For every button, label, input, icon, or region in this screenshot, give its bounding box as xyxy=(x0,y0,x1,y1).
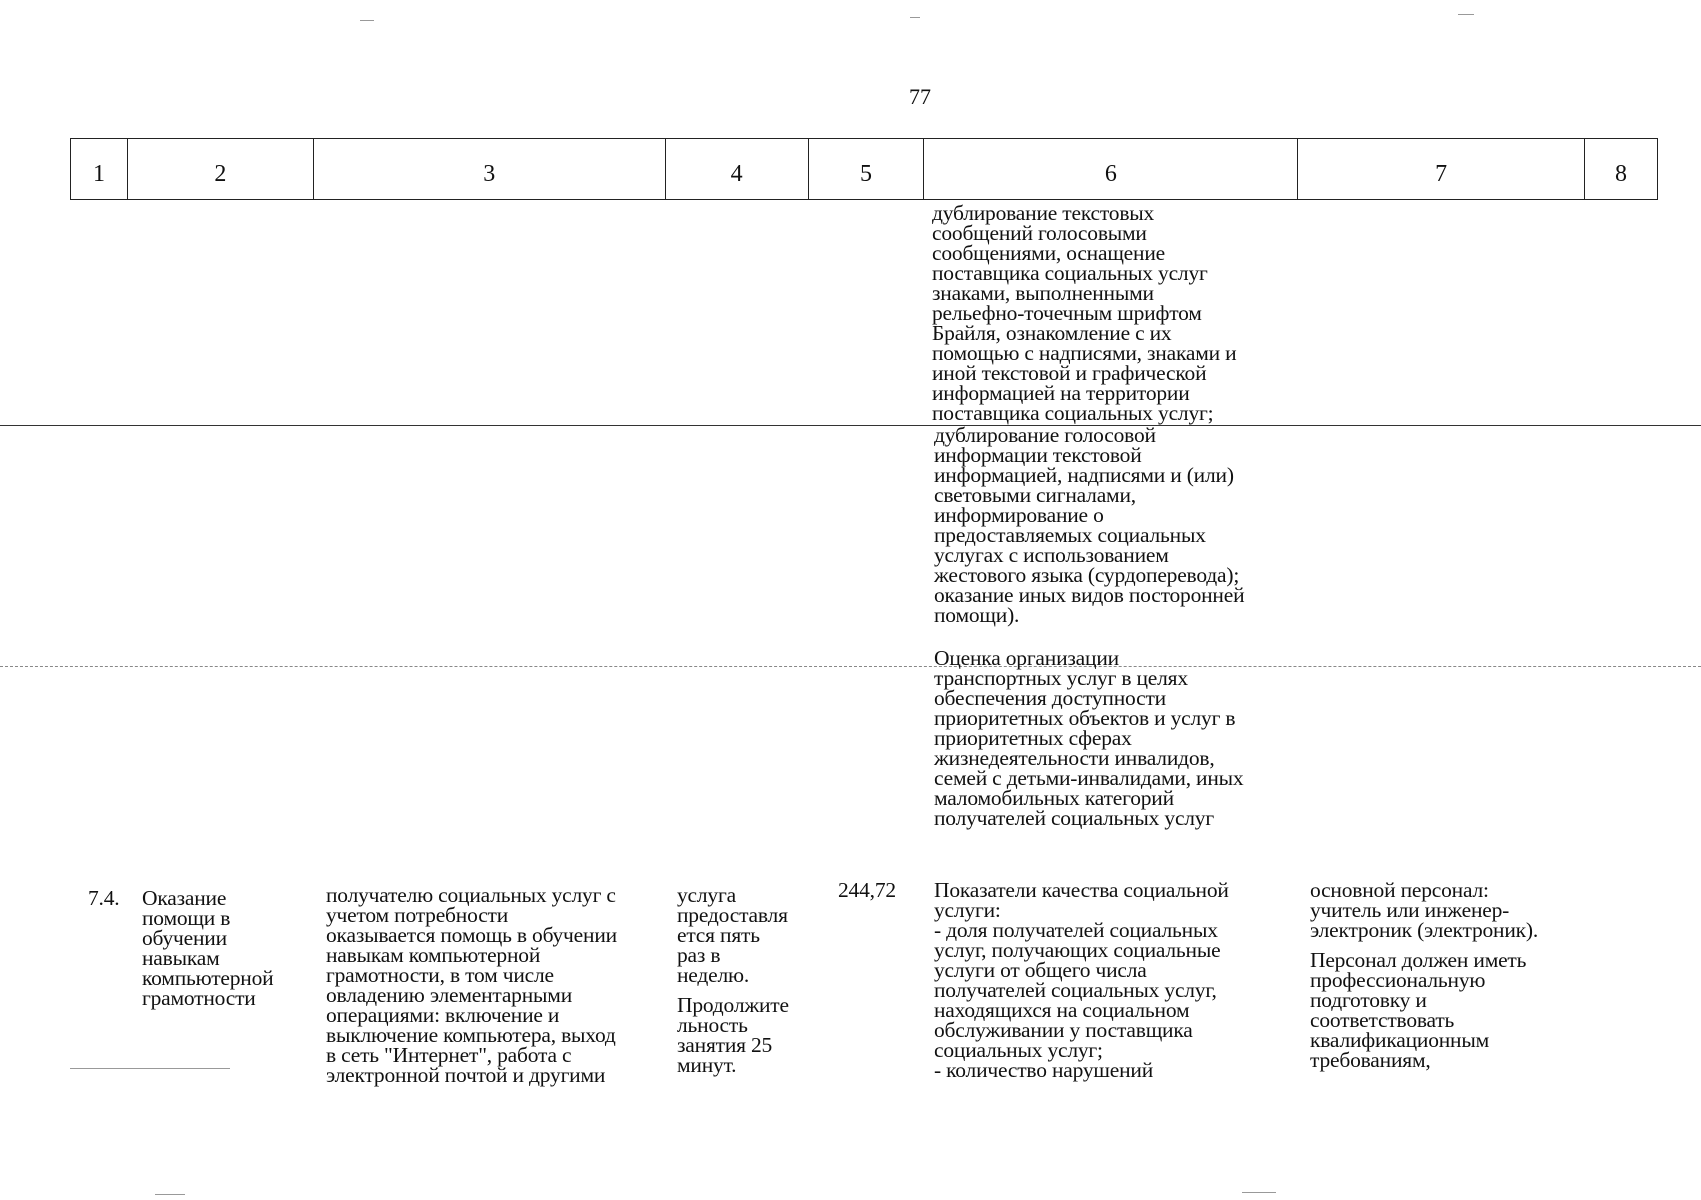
service-name: Оказание помощи в обучении навыкам компьютерной грамотности xyxy=(142,886,274,1010)
header-cell-1: 1 xyxy=(71,139,128,199)
quality-indicators: Показатели качества социальной услуги: - доля получателей социальных услуг, получающих социальные услуги от общего числа получателей социальных услуг, находящихся на социальном обслуживании у поставщика социальных услуг; - количество нарушений xyxy=(934,878,1229,1082)
header-cell-6: 6 xyxy=(924,139,1298,199)
service-description: получателю социальных услуг с учетом потребности оказывается помощь в обучении навыкам компьютерной грамотности, в том числе овладению элементарными операциями: включение и выключение компьютера, выход в сеть "Интернет", работа с электронной почтой и другими xyxy=(326,883,617,1087)
header-cell-4: 4 xyxy=(666,139,809,199)
scan-mark xyxy=(155,1194,185,1195)
staff-requirements-qualification: Персонал должен иметь профессиональную подготовку и соответствовать квалификационным требованиям, xyxy=(1310,948,1527,1072)
continuation-text-block-2: дублирование голосовой информации текстовой информацией, надписями и (или) световыми сигналами, информирование о предоставляемых социальных услугах с использованием жестового языка (сурдоперевода); оказание иных видов посторонней помощи). xyxy=(934,423,1245,627)
header-cell-8: 8 xyxy=(1615,160,1628,187)
staff-requirements-main: основной персонал: учитель или инженер- электроник (электроник). xyxy=(1310,878,1539,942)
table-header-row xyxy=(70,138,1658,200)
service-frequency: услуга предоставля ется пять раз в неделю. xyxy=(677,883,788,987)
row-divider-2 xyxy=(0,666,1701,667)
scan-mark xyxy=(1242,1192,1276,1193)
scan-mark xyxy=(910,17,920,18)
header-cell-7: 7 xyxy=(1298,139,1585,199)
row-divider-1 xyxy=(0,425,1701,426)
header-cell-5: 5 xyxy=(809,139,925,199)
service-tariff: 244,72 xyxy=(838,878,896,902)
scan-mark xyxy=(360,20,374,21)
header-cell-2: 2 xyxy=(128,139,314,199)
scan-mark xyxy=(70,1068,230,1069)
header-cell-3: 3 xyxy=(314,139,666,199)
row-number: 7.4. xyxy=(88,886,120,910)
page-number: 77 xyxy=(909,84,931,109)
service-duration: Продолжите льность занятия 25 минут. xyxy=(677,993,789,1077)
continuation-text-block-1: дублирование текстовых сообщений голосовыми сообщениями, оснащение поставщика социальных услуг знаками, выполненными рельефно-точечным шрифтом Брайля, ознакомление с их помощью с надписями, знаками и иной текстовой и графической информацией на территории поставщика социальных услуг; xyxy=(932,201,1237,425)
continuation-text-block-3: Оценка организации транспортных услуг в целях обеспечения доступности приоритетных объектов и услуг в приоритетных сферах жизнедеятельности инвалидов, семей с детьми-инвалидами, иных маломобильных категорий получателей социальных услуг xyxy=(934,646,1244,830)
scan-mark xyxy=(1458,14,1474,15)
